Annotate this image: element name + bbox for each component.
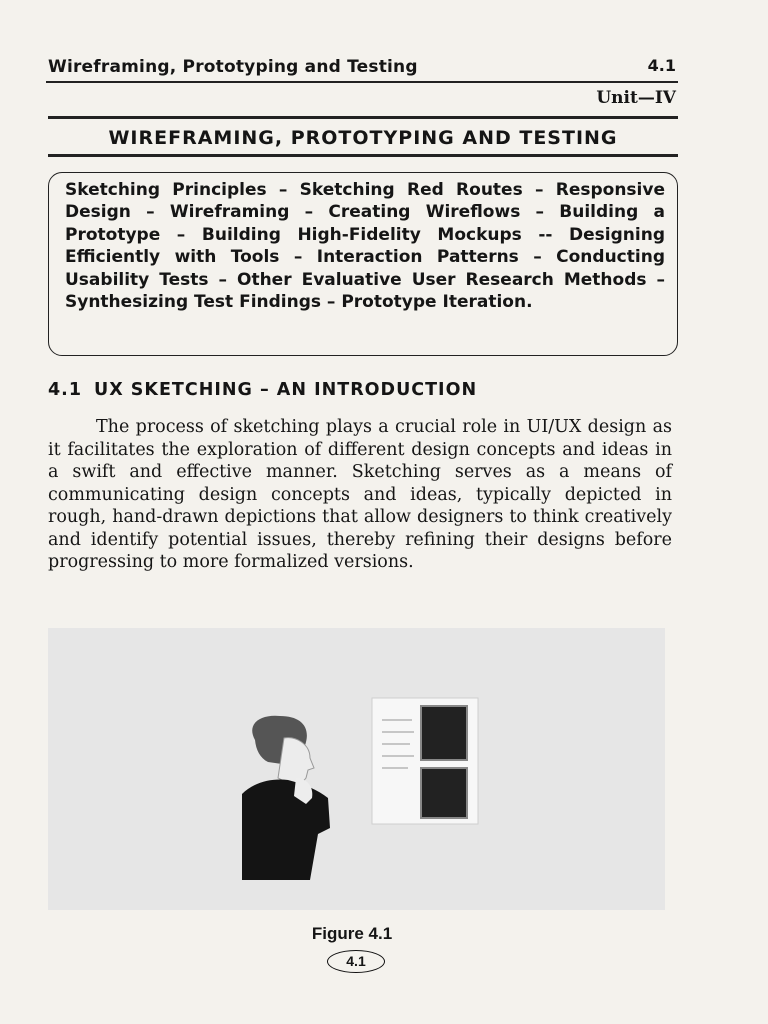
- chapter-title: WIREFRAMING, PROTOTYPING AND TESTING: [108, 127, 618, 149]
- figure-caption: Figure 4.1: [311, 924, 393, 943]
- body-paragraph: The process of sketching plays a crucial role in UI/UX design as it facilitates the exploration of different design concepts and ideas in a swift and effective manner. Sketching serves as a means of communicating design concepts and ideas, typically depicted in rough, hand-drawn depictions that allow designers to think creatively and identify potential issues, thereby refining their designs before progressing to more formalized versions.: [48, 417, 672, 572]
- running-header-page-number: 4.1: [647, 56, 676, 75]
- designer-sketching-illustration: [48, 628, 665, 910]
- chapter-topics-text: Sketching Principles – Sketching Red Routes – Responsive Design – Wireframing – Creating Wireflows – Building a Prototype – Building High-Fidelity Mockups -- Designing Efficiently with Tools – Interaction Patterns – Conducting Usability Tests – Other Evaluative User Research Methods – Synthesizing Test Findings – Prototype Iteration.: [65, 180, 665, 313]
- footer-page-number: 4.1: [327, 950, 385, 973]
- chapter-title-bottom-rule: [48, 154, 678, 157]
- chapter-topics-box: [48, 172, 678, 356]
- chapter-title-top-rule: [48, 116, 678, 119]
- section-heading: [48, 380, 678, 400]
- section-title: UX SKETCHING – AN INTRODUCTION: [94, 380, 478, 400]
- unit-label: Unit—IV: [596, 88, 676, 108]
- running-header: [46, 57, 678, 83]
- section-number: 4.1: [48, 380, 83, 400]
- figure-illustration: [48, 628, 665, 910]
- running-header-title: Wireframing, Prototyping and Testing: [48, 57, 418, 77]
- figure-background: [48, 628, 665, 910]
- wireframe-board-icon: [372, 698, 478, 824]
